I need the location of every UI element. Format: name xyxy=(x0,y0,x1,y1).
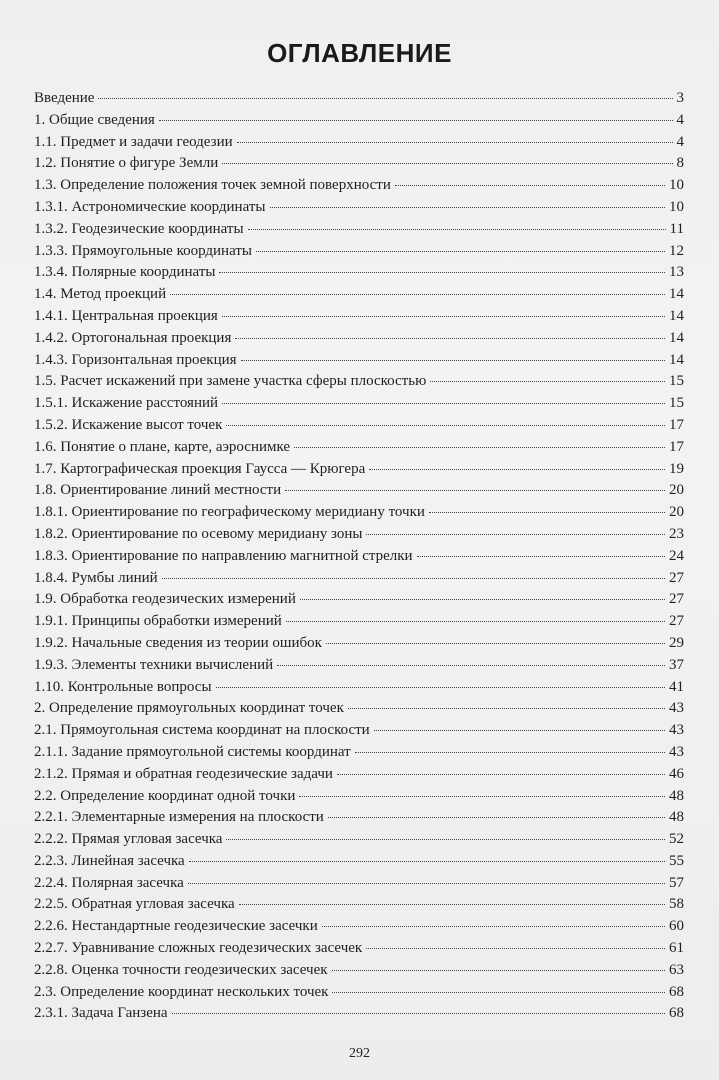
dot-leader xyxy=(241,360,665,361)
page-number: 292 xyxy=(349,1046,370,1061)
toc-entry-label: 1.8.4. Румбы линий xyxy=(34,569,158,586)
toc-entry-page: 4 xyxy=(676,111,684,128)
toc-entry-label: Введение xyxy=(34,90,95,106)
toc-entry xyxy=(34,894,684,916)
dot-leader xyxy=(188,883,665,884)
toc-entry-label: 1.5. Расчет искажений при замене участка сферы плоскостью xyxy=(34,373,427,390)
dot-leader xyxy=(332,970,665,971)
table-of-contents xyxy=(34,88,684,1025)
toc-entry xyxy=(34,873,684,895)
toc-entry-page: 60 xyxy=(669,918,684,935)
toc-entry-label: 2. Определение прямоугольных координат точек xyxy=(34,700,344,717)
toc-entry-page: 23 xyxy=(669,525,684,542)
toc-entry xyxy=(34,110,684,132)
dot-leader xyxy=(222,316,665,317)
dot-leader xyxy=(337,774,665,775)
toc-entry-page: 15 xyxy=(669,373,684,390)
toc-entry xyxy=(34,132,684,154)
toc-entry xyxy=(34,807,684,829)
dot-leader xyxy=(326,643,665,644)
toc-entry xyxy=(34,742,684,764)
toc-entry-label: 1.8.3. Ориентирование по направлению магнитной стрелки xyxy=(34,547,413,564)
dot-leader xyxy=(237,142,673,143)
toc-entry-page: 14 xyxy=(669,351,684,368)
toc-entry-label: 1.3.2. Геодезические координаты xyxy=(34,220,244,237)
toc-entry-label: 1.4.3. Горизонтальная проекция xyxy=(34,351,237,368)
dot-leader xyxy=(189,861,665,862)
toc-entry-label: 2.2.6. Нестандартные геодезические засечки xyxy=(34,918,318,935)
toc-entry-label: 2.2.8. Оценка точности геодезических засечек xyxy=(34,961,328,978)
toc-entry-page: 43 xyxy=(669,722,684,739)
toc-entry xyxy=(34,219,684,241)
toc-entry-page: 20 xyxy=(669,504,684,521)
toc-entry xyxy=(34,982,684,1004)
toc-entry xyxy=(34,633,684,655)
toc-entry-page: 10 xyxy=(669,177,684,194)
toc-entry-label: 1.3.4. Полярные координаты xyxy=(34,264,216,281)
toc-entry-page: 43 xyxy=(669,700,684,717)
dot-leader xyxy=(222,163,672,164)
dot-leader xyxy=(395,185,665,186)
toc-entry xyxy=(34,437,684,459)
dot-leader xyxy=(219,272,665,273)
toc-entry-label: 2.1. Прямоугольная система координат на плоскости xyxy=(34,722,370,739)
toc-entry-page: 63 xyxy=(669,961,684,978)
toc-entry-page: 27 xyxy=(669,613,684,630)
toc-entry xyxy=(34,611,684,633)
toc-entry-page: 46 xyxy=(669,765,684,782)
toc-entry xyxy=(34,829,684,851)
toc-entry xyxy=(34,153,684,175)
toc-entry-page: 24 xyxy=(669,547,684,564)
toc-entry xyxy=(34,1003,684,1025)
toc-entry-label: 1.3.3. Прямоугольные координаты xyxy=(34,242,252,259)
toc-entry-label: 1.8.1. Ориентирование по географическому меридиану точки xyxy=(34,504,425,521)
page-title: ОГЛАВЛЕНИЕ xyxy=(267,38,452,68)
toc-entry xyxy=(34,677,684,699)
dot-leader xyxy=(239,904,665,905)
dot-leader xyxy=(348,708,665,709)
dot-leader xyxy=(270,207,666,208)
toc-entry-label: 2.2.5. Обратная угловая засечка xyxy=(34,896,235,913)
toc-entry-label: 2.2.7. Уравнивание сложных геодезических засечек xyxy=(34,940,363,957)
dot-leader xyxy=(235,338,665,339)
toc-entry xyxy=(34,524,684,546)
toc-entry xyxy=(34,350,684,372)
toc-entry-page: 10 xyxy=(669,198,684,215)
toc-entry xyxy=(34,480,684,502)
toc-entry-label: 1.5.2. Искажение высот точек xyxy=(34,416,223,433)
toc-entry xyxy=(34,698,684,720)
toc-entry-page: 43 xyxy=(669,743,684,760)
dot-leader xyxy=(285,490,665,491)
toc-entry-label: 1.8.2. Ориентирование по осевому меридиану зоны xyxy=(34,525,363,542)
toc-entry-label: 1.9.1. Принципы обработки измерений xyxy=(34,613,282,630)
toc-entry-page: 61 xyxy=(669,940,684,957)
toc-entry xyxy=(34,262,684,284)
toc-entry-page: 11 xyxy=(669,220,684,237)
toc-entry-page: 17 xyxy=(669,438,684,455)
toc-entry-label: 1.9. Обработка геодезических измерений xyxy=(34,591,296,608)
toc-entry-page: 41 xyxy=(669,678,684,695)
dot-leader xyxy=(222,403,665,404)
toc-entry-label: 1.10. Контрольные вопросы xyxy=(34,678,212,695)
toc-entry-label: 1.8. Ориентирование линий местности xyxy=(34,482,282,499)
toc-entry-page: 27 xyxy=(669,569,684,586)
dot-leader xyxy=(366,948,665,949)
toc-entry-page: 13 xyxy=(669,264,684,281)
toc-entry-page: 8 xyxy=(676,155,684,172)
toc-entry-label: 2.2. Определение координат одной точки xyxy=(34,787,296,804)
toc-entry-page: 58 xyxy=(669,896,684,913)
toc-entry xyxy=(34,938,684,960)
toc-entry-page: 68 xyxy=(669,1005,684,1022)
toc-entry-label: 1.6. Понятие о плане, карте, аэроснимке xyxy=(34,438,291,455)
dot-leader xyxy=(226,425,665,426)
toc-entry-label: 1.3. Определение положения точек земной поверхности xyxy=(34,177,391,194)
toc-entry-label: 1.7. Картографическая проекция Гаусса — Крюгера xyxy=(34,460,366,477)
toc-entry xyxy=(34,916,684,938)
toc-entry-label: 2.1.2. Прямая и обратная геодезические задачи xyxy=(34,765,333,782)
dot-leader xyxy=(299,796,665,797)
toc-entry xyxy=(34,371,684,393)
toc-entry-page: 55 xyxy=(669,852,684,869)
dot-leader xyxy=(216,687,665,688)
toc-entry-label: 1.9.3. Элементы техники вычислений xyxy=(34,656,274,673)
toc-entry-page: 17 xyxy=(669,416,684,433)
dot-leader xyxy=(332,992,665,993)
toc-entry-page: 14 xyxy=(669,307,684,324)
toc-entry-page: 37 xyxy=(669,656,684,673)
toc-entry xyxy=(34,306,684,328)
toc-entry-label: 1.4. Метод проекций xyxy=(34,286,167,303)
toc-entry-label: 1.5.1. Искажение расстояний xyxy=(34,395,219,412)
toc-entry-label: 2.1.1. Задание прямоугольной системы координат xyxy=(34,743,351,760)
toc-entry xyxy=(34,88,684,110)
toc-entry-label: 1.9.2. Начальные сведения из теории ошибок xyxy=(34,634,322,651)
toc-entry-page: 4 xyxy=(676,133,684,150)
dot-leader xyxy=(355,752,665,753)
toc-entry-page: 3 xyxy=(676,90,684,106)
dot-leader xyxy=(322,926,665,927)
toc-entry xyxy=(34,546,684,568)
toc-entry xyxy=(34,568,684,590)
toc-entry-label: 2.2.4. Полярная засечка xyxy=(34,874,184,891)
toc-entry-page: 14 xyxy=(669,286,684,303)
toc-entry-label: 2.3. Определение координат нескольких точек xyxy=(34,983,329,1000)
toc-entry-page: 27 xyxy=(669,591,684,608)
toc-entry xyxy=(34,459,684,481)
toc-entry-page: 48 xyxy=(669,787,684,804)
dot-leader xyxy=(170,294,665,295)
dot-leader xyxy=(374,730,665,731)
toc-entry xyxy=(34,415,684,437)
toc-entry xyxy=(34,197,684,219)
dot-leader xyxy=(369,469,665,470)
dot-leader xyxy=(256,251,665,252)
toc-entry-label: 1. Общие сведения xyxy=(34,111,155,128)
toc-entry-page: 19 xyxy=(669,460,684,477)
toc-entry xyxy=(34,175,684,197)
toc-entry-label: 1.1. Предмет и задачи геодезии xyxy=(34,133,233,150)
toc-entry-page: 12 xyxy=(669,242,684,259)
toc-entry xyxy=(34,655,684,677)
toc-entry-page: 57 xyxy=(669,874,684,891)
dot-leader xyxy=(294,447,665,448)
toc-entry-page: 15 xyxy=(669,395,684,412)
dot-leader xyxy=(98,98,672,99)
dot-leader xyxy=(429,512,665,513)
toc-entry xyxy=(34,720,684,742)
dot-leader xyxy=(159,120,673,121)
toc-entry-label: 2.3.1. Задача Ганзена xyxy=(34,1005,168,1022)
toc-entry-label: 1.4.2. Ортогональная проекция xyxy=(34,329,232,346)
dot-leader xyxy=(300,599,665,600)
toc-entry-page: 68 xyxy=(669,983,684,1000)
toc-entry xyxy=(34,502,684,524)
dot-leader xyxy=(277,665,665,666)
toc-entry-page: 29 xyxy=(669,634,684,651)
toc-entry-label: 1.2. Понятие о фигуре Земли xyxy=(34,155,219,172)
dot-leader xyxy=(226,839,665,840)
dot-leader xyxy=(172,1013,665,1014)
toc-entry-page: 52 xyxy=(669,831,684,848)
dot-leader xyxy=(430,381,665,382)
dot-leader xyxy=(328,817,665,818)
toc-entry-page: 20 xyxy=(669,482,684,499)
toc-entry-page: 48 xyxy=(669,809,684,826)
toc-entry-label: 1.3.1. Астрономические координаты xyxy=(34,198,266,215)
toc-entry-page: 14 xyxy=(669,329,684,346)
toc-entry-label: 1.4.1. Центральная проекция xyxy=(34,307,218,324)
toc-entry xyxy=(34,284,684,306)
toc-entry xyxy=(34,589,684,611)
toc-entry-label: 2.2.2. Прямая угловая засечка xyxy=(34,831,223,848)
dot-leader xyxy=(286,621,665,622)
toc-entry xyxy=(34,960,684,982)
toc-entry xyxy=(34,764,684,786)
toc-entry xyxy=(34,241,684,263)
toc-entry xyxy=(34,328,684,350)
dot-leader xyxy=(162,578,665,579)
toc-entry xyxy=(34,851,684,873)
toc-entry xyxy=(34,393,684,415)
dot-leader xyxy=(366,534,665,535)
toc-entry-label: 2.2.3. Линейная засечка xyxy=(34,852,185,869)
dot-leader xyxy=(248,229,666,230)
toc-entry-label: 2.2.1. Элементарные измерения на плоскости xyxy=(34,809,324,826)
toc-entry xyxy=(34,786,684,808)
dot-leader xyxy=(417,556,665,557)
